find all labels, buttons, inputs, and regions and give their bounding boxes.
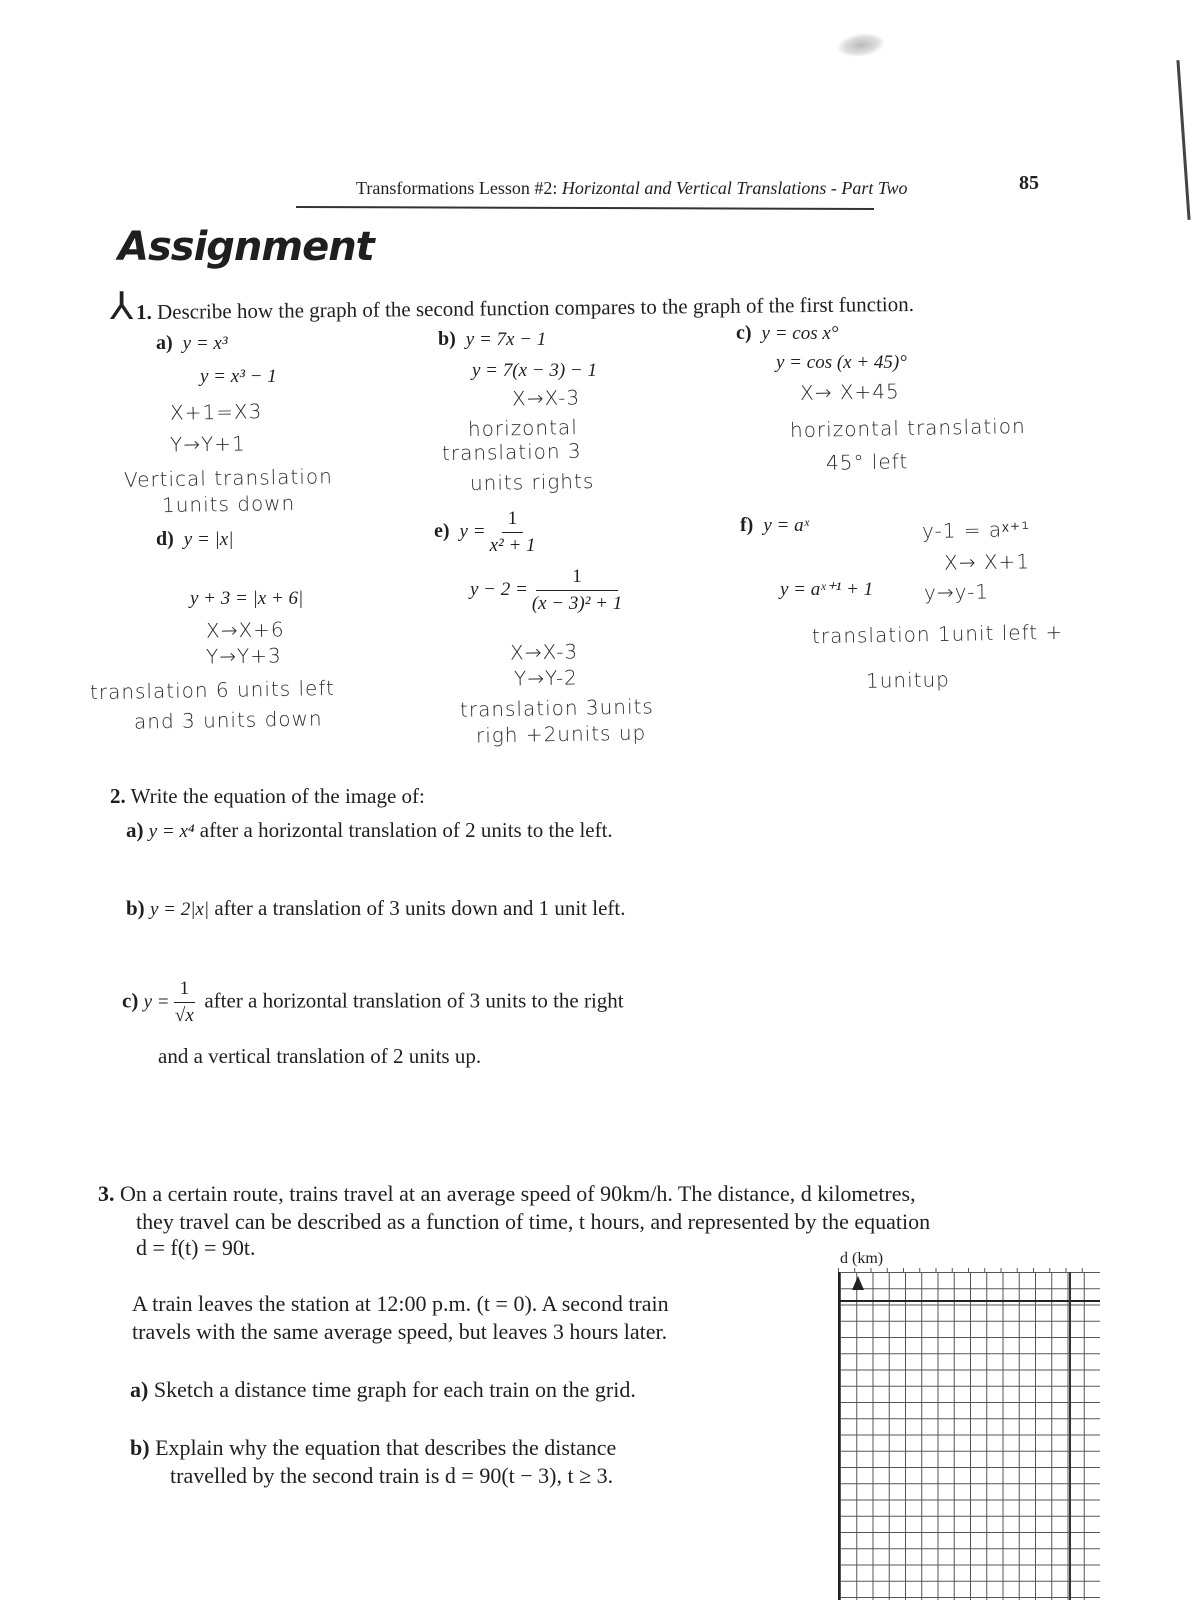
q3-line1-text: On a certain route, trains travel at an average speed of 90km/h. The distance, d kilometres, [120,1181,916,1206]
q1e-hand-3: translation 3units [459,694,654,722]
q1d-label: d) [156,528,174,550]
q3a-text: Sketch a distance time graph for each train on the grid. [153,1377,636,1402]
q1e-eq2 [470,566,626,615]
q1e-eq1-denominator: x² + 1 [489,535,536,556]
q1c-label: c) [736,322,752,344]
header-subtitle: Horizontal and Vertical Translations - Part Two [561,178,908,198]
q1c-eq1: y = cos x° [761,323,839,344]
q1d-eq2: y + 3 = |x + 6| [190,588,304,609]
q1b [438,328,546,351]
q1-prompt-text: Describe how the graph of the second function compares to the graph of the first function. [156,291,915,324]
q1a [156,332,228,355]
grid-axis-label: d (km) [840,1250,884,1267]
q1b-label: b) [438,328,456,350]
q3-line3: d = f(t) = 90t. [136,1235,256,1260]
q1e-eq1-fraction [490,508,536,557]
q1f-label: f) [740,514,754,536]
page-title: Assignment [118,224,374,270]
q1d-hand-4: and 3 units down [133,706,323,734]
q1d-hand-2: Y→Y+3 [205,643,282,669]
q3-line1 [98,1180,916,1207]
q2a-label: a) [126,818,144,842]
q1f-hand-1: y-1 = aˣ⁺¹ [921,517,1031,543]
q1a-hand-2: Y→Y+1 [169,431,246,457]
q2c-numerator: 1 [174,978,196,1003]
q3-line2: they travel can be described as a function of time, t hours, and represented by the equation [136,1209,931,1234]
q2b-eq: y = 2|x| [149,899,210,920]
q1f-hand-5: 1unitup [865,667,951,693]
q1-number: 1. [135,299,152,325]
scan-edge-line [1176,60,1190,220]
q1b-hand-1: X→X-3 [511,385,581,411]
q2-number: 2. [110,784,126,808]
q2c [122,978,624,1027]
q1d-hand-3: translation 6 units left [89,675,336,705]
page-number: 85 [1019,172,1039,194]
q2c-denominator: √x [174,1005,194,1026]
q1e-eq2-fraction [532,566,622,615]
q1e-eq1-lhs: y = [459,521,486,543]
q1e [434,508,540,557]
q1c-hand-1: X→ X+45 [799,379,900,405]
q3a-label: a) [130,1377,149,1402]
q2b-text: after a translation of 3 units down and 1 unit left. [214,896,626,920]
q2c-label: c) [122,988,139,1013]
q1e-hand-1: X→X-3 [509,639,579,665]
q1c [736,322,838,345]
q2a [126,818,613,843]
q1b-hand-2: horizontal [467,415,578,441]
q3a [130,1376,636,1403]
scan-smudge [837,31,886,59]
q2c-eq-lhs: y = [143,991,170,1013]
q1e-eq2-numerator: 1 [536,566,618,591]
q1e-label: e) [434,520,450,543]
q1a-hand-1: X+1=X3 [169,399,263,425]
q1c-eq2: y = cos (x + 45)° [776,352,907,373]
q1b-eq2: y = 7(x − 3) − 1 [472,360,597,381]
q1c-hand-3: 45° left [825,449,909,475]
q1e-hand-2: Y→Y-2 [513,665,578,691]
q1e-eq2-lhs: y − 2 = [470,579,528,601]
q2b-label: b) [126,896,145,920]
q1d-hand-1: X→X+6 [205,617,285,643]
q2-prompt-text: Write the equation of the image of: [130,784,425,808]
q1f-eq1: y = aˣ [763,515,809,536]
q1a-eq1: y = x³ [182,333,228,354]
q1d-eq1: y = |x| [183,529,234,550]
q1a-hand-4: 1units down [161,490,296,518]
q1f-eq2: y = aˣ⁺¹ + 1 [780,579,874,600]
header-rule [296,206,874,210]
q3-number: 3. [98,1181,115,1206]
q3b-label: b) [130,1435,150,1460]
grid-major-vertical [1069,1272,1071,1600]
q1b-hand-3: translation 3 [441,438,582,466]
handwritten-mark-icon: ⅄ [110,284,134,328]
q1e-eq1-numerator: 1 [502,508,524,533]
q2c-text: after a horizontal translation of 3 units to the right [204,988,624,1013]
q1a-label: a) [156,332,173,354]
q2-prompt [110,784,425,809]
q1e-hand-4: righ +2units up [475,720,647,748]
q2c-fraction [174,978,196,1027]
q1c-hand-2: horizontal translation [789,413,1026,443]
q1f-hand-2: X→ X+1 [943,549,1031,575]
q1-prompt [136,292,914,325]
header-lesson: Transformations Lesson #2: [356,178,558,198]
q3-para1: A train leaves the station at 12:00 p.m. (t = 0). A second train [132,1291,669,1316]
q1f [740,514,809,537]
q3b-text2: travelled by the second train is d = 90(t − 3), t ≥ 3. [170,1463,614,1488]
q3-para2: travels with the same average speed, but leaves 3 hours later. [132,1319,668,1344]
y-axis-arrow-icon [852,1276,864,1290]
q2b [126,896,625,921]
q1d [156,528,233,551]
q1b-hand-4: units rights [469,468,595,496]
grid-major-horizontal [838,1300,1100,1302]
q1b-eq1: y = 7x − 1 [465,329,547,350]
q3b-text1: Explain why the equation that describes the distance [155,1435,617,1460]
q1e-eq2-denominator: (x − 3)² + 1 [531,593,623,614]
q2a-text: after a horizontal translation of 2 units to the left. [199,818,613,842]
distance-time-grid[interactable] [838,1272,1100,1600]
q1f-hand-3: y→y-1 [923,579,990,605]
page-header [356,178,908,199]
q1a-eq2: y = x³ − 1 [200,366,277,387]
q2c-text2: and a vertical translation of 2 units up. [158,1044,482,1068]
q3b [130,1434,616,1461]
q1f-hand-4: translation 1unit left + [811,619,1064,649]
q1a-hand-3: Vertical translation [123,464,333,492]
q2a-eq: y = x⁴ [148,821,195,842]
